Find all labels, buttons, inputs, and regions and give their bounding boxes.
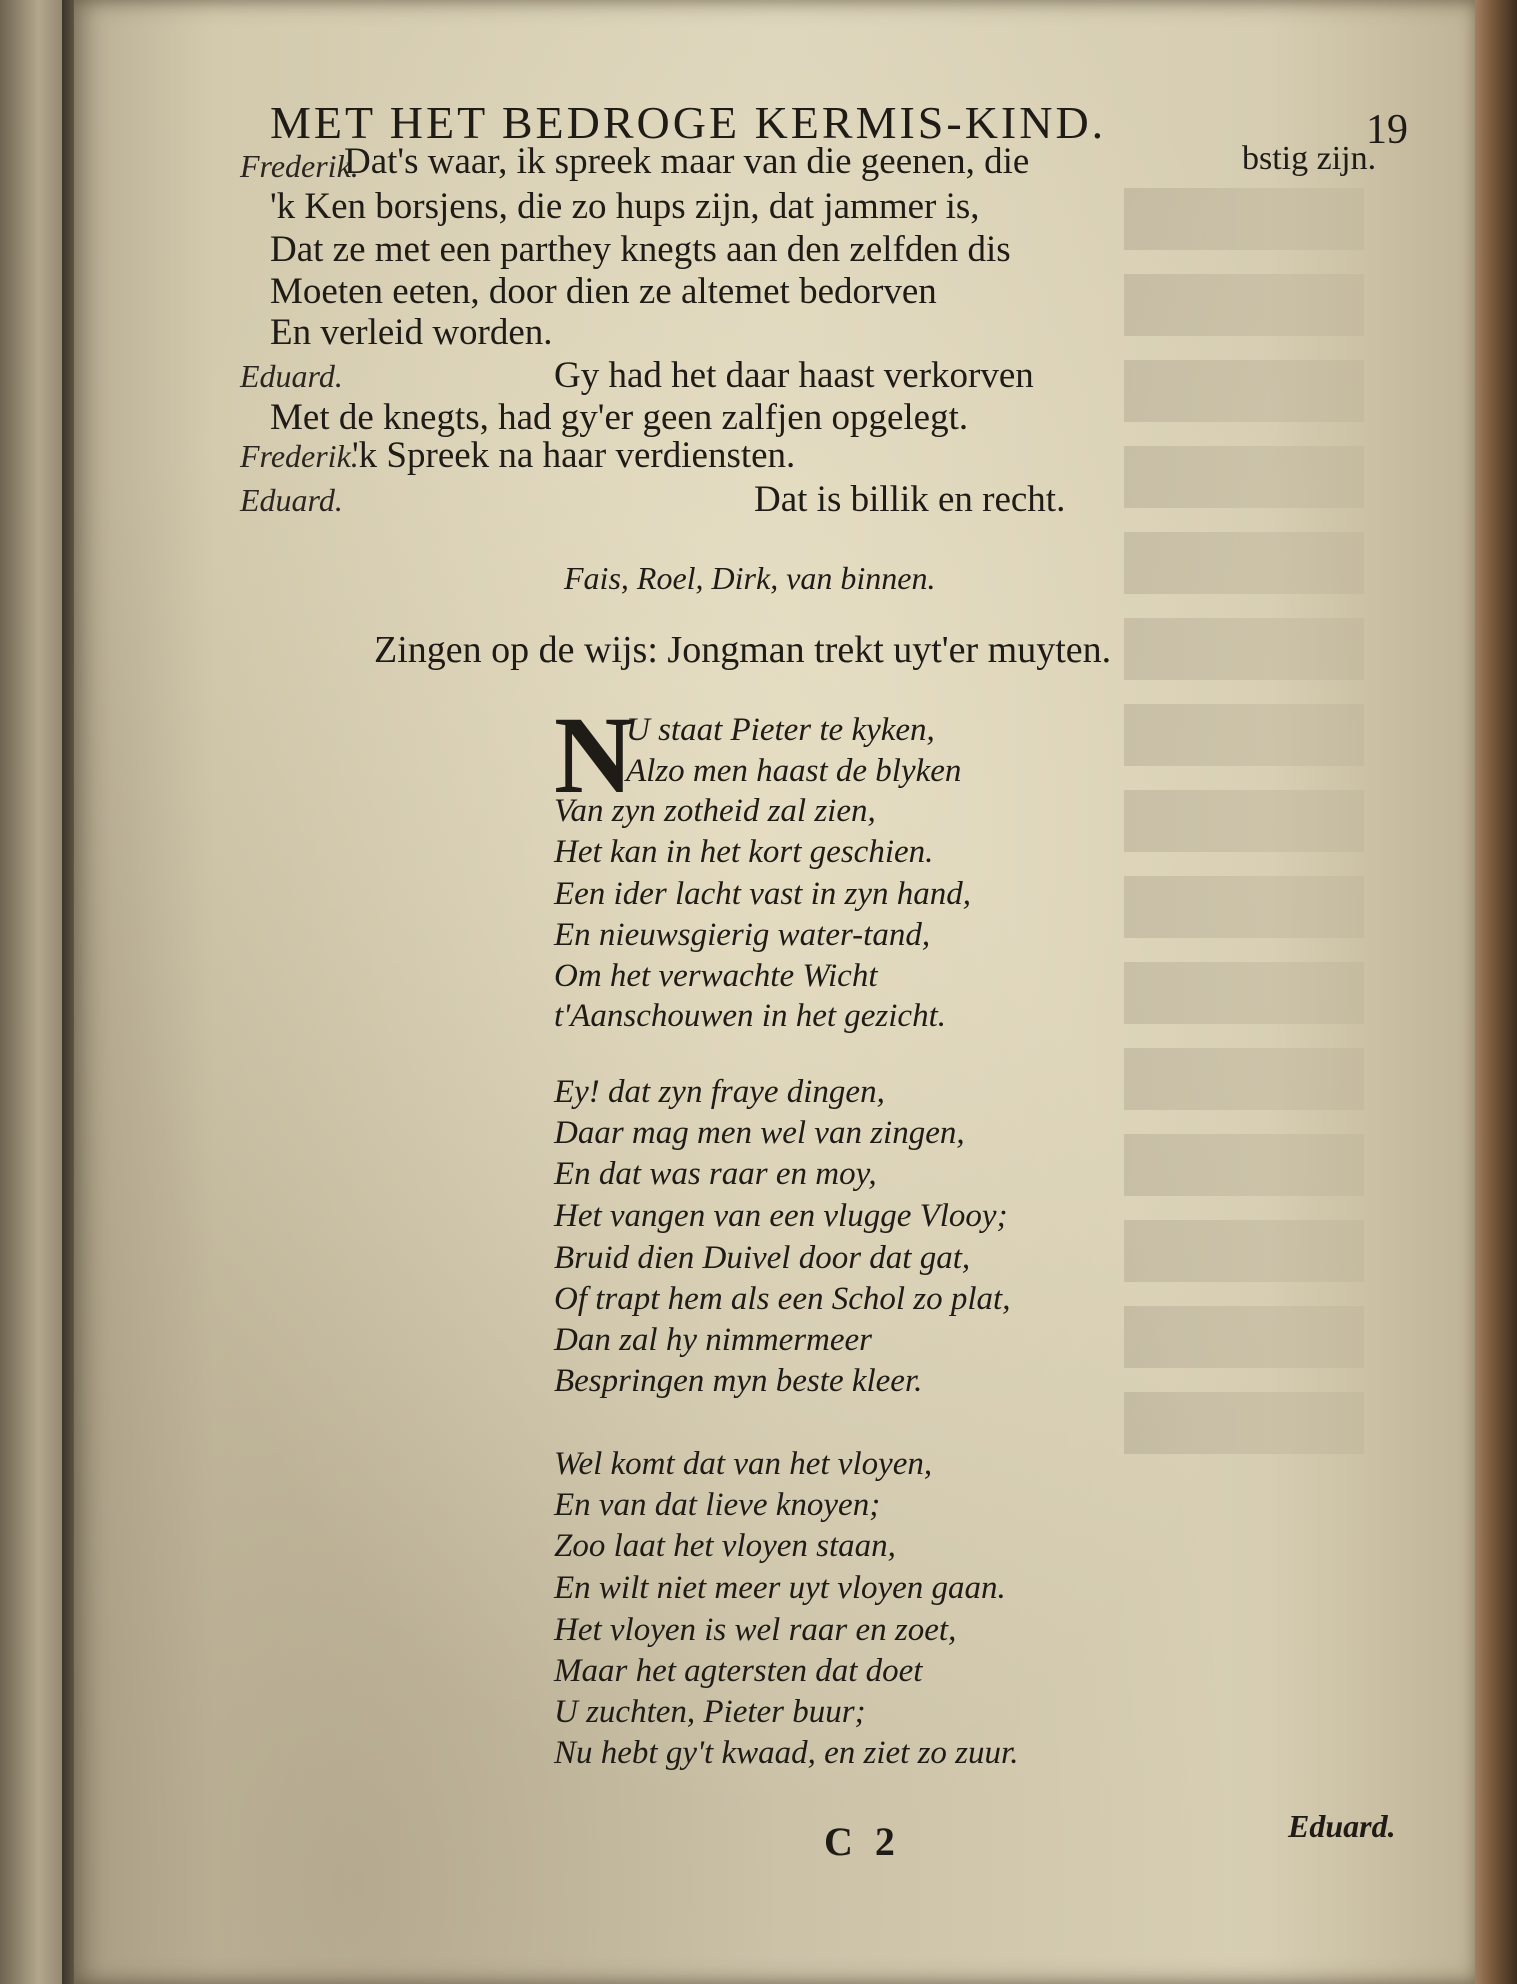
song-line: Bespringen myn beste kleer.: [554, 1363, 923, 1399]
song-line: t'Aanschouwen in het gezicht.: [554, 998, 946, 1034]
stage-direction: Fais, Roel, Dirk, van binnen.: [564, 560, 936, 596]
margin-note: bstig zijn.: [1242, 140, 1377, 177]
verse-line: En verleid worden.: [270, 312, 553, 353]
verse-line: 'k Spreek na haar verdiensten.: [352, 435, 796, 476]
speaker-name: Eduard.: [240, 358, 343, 394]
signature-mark: C 2: [824, 1819, 901, 1864]
verse-line: Dat is billik en recht.: [754, 479, 1066, 520]
song-line: U staat Pieter te kyken,: [626, 712, 935, 748]
book-page: [74, 0, 1479, 1984]
song-line: Van zyn zotheid zal zien,: [554, 793, 876, 829]
tune-indication: Zingen op de wijs: Jongman trekt uyt'er muyten.: [374, 629, 1112, 671]
song-line: Maar het agtersten dat doet: [554, 1653, 923, 1689]
song-line: Wel komt dat van het vloyen,: [554, 1446, 933, 1482]
verse-line: Moeten eeten, door dien ze altemet bedorven: [270, 271, 937, 312]
page-number: 19: [1366, 107, 1408, 153]
song-line: En dat was raar en moy,: [554, 1156, 877, 1192]
song-line: Daar mag men wel van zingen,: [554, 1115, 965, 1151]
song-line: Nu hebt gy't kwaad, en ziet zo zuur.: [554, 1735, 1019, 1771]
song-line: Het vloyen is wel raar en zoet,: [554, 1612, 957, 1648]
song-line: Zoo laat het vloyen staan,: [554, 1528, 896, 1564]
song-line: Dan zal hy nimmermeer: [554, 1322, 873, 1358]
drop-cap: N: [554, 694, 634, 816]
speaker-name: Frederik.: [240, 438, 359, 474]
song-line: U zuchten, Pieter buur;: [554, 1694, 866, 1730]
speaker-name: Eduard.: [240, 482, 343, 518]
song-line: Bruid dien Duivel door dat gat,: [554, 1240, 971, 1276]
song-line: En van dat lieve knoyen;: [554, 1487, 881, 1523]
song-line: Het vangen van een vlugge Vlooy;: [554, 1198, 1008, 1234]
catchword: Eduard.: [1288, 1808, 1396, 1844]
song-line: Om het verwachte Wicht: [554, 958, 878, 994]
page-edges: [1475, 0, 1517, 1984]
verse-line: Dat ze met een parthey knegts aan den zelfden dis: [270, 229, 1011, 270]
verse-line: Met de knegts, had gy'er geen zalfjen opgelegt.: [270, 397, 969, 438]
song-line: Het kan in het kort geschien.: [554, 834, 934, 870]
speaker-name: Frederik.: [240, 148, 359, 184]
verse-line: 'k Ken borsjens, die zo hups zijn, dat jammer is,: [270, 186, 980, 227]
verse-line: Dat's waar, ik spreek maar van die geenen, die: [344, 141, 1030, 182]
song-line: En nieuwsgierig water-tand,: [554, 917, 931, 953]
song-line: Of trapt hem als een Schol zo plat,: [554, 1281, 1011, 1317]
show-through-text: [1124, 170, 1424, 1770]
facing-page-edge: [0, 0, 70, 1984]
verse-line: Gy had het daar haast verkorven: [554, 355, 1034, 396]
song-line: Ey! dat zyn fraye dingen,: [554, 1074, 885, 1110]
song-line: En wilt niet meer uyt vloyen gaan.: [554, 1570, 1006, 1606]
song-line: Alzo men haast de blyken: [626, 753, 962, 789]
running-head: MET HET BEDROGE KERMIS-KIND.: [270, 97, 1107, 148]
song-line: Een ider lacht vast in zyn hand,: [554, 876, 972, 912]
